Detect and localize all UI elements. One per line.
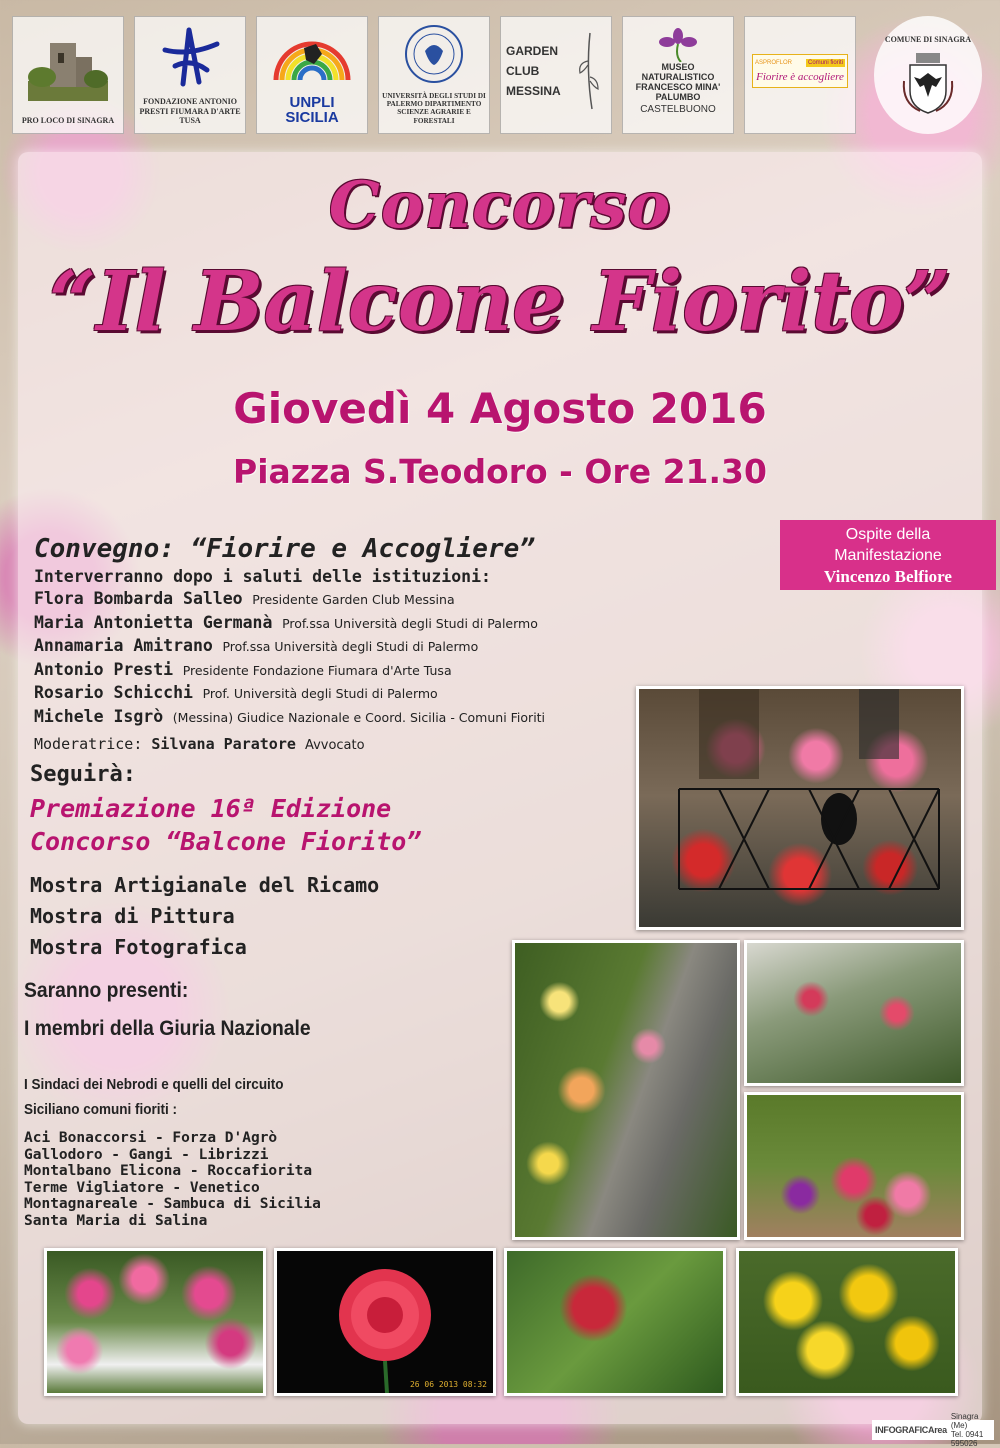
sindaci-section [24,1072,284,1122]
logo-unpli-sicilia [256,16,368,134]
castle-ruin-image [13,17,123,116]
guest-name: Vincenzo Belfiore [824,567,952,586]
speaker-name: Antonio Presti [34,659,174,679]
speaker-role: Prof. Università degli Studi di Palermo [202,686,438,702]
speaker-role: (Messina) Giudice Nazionale e Coord. Sicilia - Comuni Fioriti [172,709,546,725]
rose-bud-photo [504,1248,726,1396]
speaker-name: Annamaria Amitrano [34,636,213,656]
garden-path-photo [512,940,740,1240]
asproflor-text: ASPROFLOR [755,60,793,66]
photo-timestamp: 26 06 2013 08:32 [409,1380,487,1389]
garden-club-text: GARDEN CLUB MESSINA [506,44,561,98]
fiorire-text: Fiorire è accogliere [756,71,844,83]
university-seal-icon [379,17,489,92]
moderator-label: Moderatrice: [34,734,143,753]
logo-fondazione-presti [134,16,246,134]
town-line: Montalbano Elicona - Roccafiorita [24,1163,313,1180]
speaker-item [34,588,774,612]
sindaci-line1: I Sindaci dei Nebrodi e quelli del circuito [24,1076,284,1093]
speaker-name: Rosario Schicchi [34,683,193,703]
comuni-fioriti-text: Comuni fioriti [807,60,843,66]
speaker-item [34,635,774,659]
rainbow-icon [257,17,367,95]
exhibition-item: Mostra di Pittura [30,904,235,928]
moderator-name: Silvana Paratore [151,734,296,753]
logo-garden-club-messina [500,16,612,134]
guest-line1: Ospite della [845,526,931,543]
speaker-name: Flora Bombarda Salleo [34,589,243,608]
exhibitions-list [30,870,379,963]
speaker-name: Maria Antonietta Germanà [34,612,273,632]
castelbuono-text: CASTELBUONO [640,103,716,115]
speaker-item [34,612,774,636]
speaker-role: Presidente Garden Club Messina [252,592,455,607]
flower-icon [653,28,703,62]
town-line: Montagnareale - Sambuca di Sicilia [24,1196,321,1213]
logo-museo-naturalistico [622,16,734,134]
title-balcone-fiorito: “Il Balcone Fiorito” [49,254,951,350]
moderator-role: Avvocato [304,737,365,753]
footer-phone: Tel. 0941 595026 [950,1430,984,1448]
event-place-time: Piazza S.Teodoro - Ore 21.30 [233,452,767,491]
sindaci-line2: Siciliano comuni fioriti : [24,1101,178,1118]
window-box-photo [744,1092,964,1240]
museo-text: MUSEO NATURALISTICO FRANCESCO MINA' PALUMBO [635,61,721,102]
logo-caption: COMUNE DI SINAGRA [884,35,972,45]
premiazione-line2: Concorso “Balcone Fiorito” [30,827,422,856]
guest-line2: Manifestazione [834,547,942,564]
speaker-name: Michele Isgrò [34,706,164,726]
carnation-photo [274,1248,496,1396]
logo-caption: FONDAZIONE ANTONIO PRESTI FIUMARA D'ARTE TUSA [139,97,241,125]
title-concorso: Concorso [328,168,672,243]
pansies-photo [736,1248,958,1396]
footer-brand: INFOGRAFICArea [875,1425,947,1435]
convegno-title: Convegno: “Fiorire e Accogliere” [34,534,535,564]
coat-of-arms-icon [900,51,956,115]
balcony-photo [636,686,964,930]
footer-location [951,1412,991,1448]
presenti-text: I membri della Giuria Nazionale [24,1017,311,1040]
rose-arch-photo [44,1248,266,1396]
premiazione-heading [30,792,630,858]
seguira-heading: Seguirà: [30,762,136,787]
guest-box [780,520,996,590]
bluebell-flower-icon [570,31,606,111]
event-date: Giovedì 4 Agosto 2016 [233,384,767,433]
town-line: Terme Vigliatore - Venetico [24,1179,260,1196]
exhibition-item: Mostra Fotografica [30,935,247,959]
abstract-figure-icon [135,17,245,97]
logo-comune-sinagra [874,16,982,134]
unpli-text: UNPLI [289,94,335,111]
town-line: Aci Bonaccorsi - Forza D'Agrò [24,1130,278,1146]
footer-city: Sinagra (Me) [950,1412,979,1430]
speaker-role: Presidente Fondazione Fiumara d'Arte Tusa [182,662,452,678]
logo-caption: UNIVERSITÀ DEGLI STUDI DI PALERMO DIPARTIMENTO SCIENZE AGRARIE E FORESTALI [382,91,486,125]
towns-list [24,1130,321,1230]
logo-fiorire-accogliere [744,16,856,134]
town-line: Gallodoro - Gangi - Librizzi [24,1146,269,1163]
sicilia-text: SICILIA [285,109,339,126]
stairs-flowers-photo [744,940,964,1086]
logo-universita-palermo [378,16,490,134]
speaker-role: Prof.ssa Università degli Studi di Palermo [282,615,538,631]
convegno-intro: Interverranno dopo i saluti delle istituzioni: [34,567,491,586]
speaker-item [34,659,774,683]
logo-caption: PRO LOCO DI SINAGRA [21,115,115,125]
exhibition-item: Mostra Artigianale del Ricamo [30,873,380,897]
logo-bar [12,16,988,140]
town-line: Santa Maria di Salina [24,1212,208,1229]
footer-credit [872,1412,994,1448]
presenti-section [24,972,311,1048]
speaker-role: Prof.ssa Università degli Studi di Palermo [222,639,479,655]
presenti-label: Saranno presenti: [24,979,189,1002]
logo-pro-loco-sinagra [12,16,124,134]
premiazione-line1: Premiazione 16ª Edizione [30,794,392,823]
